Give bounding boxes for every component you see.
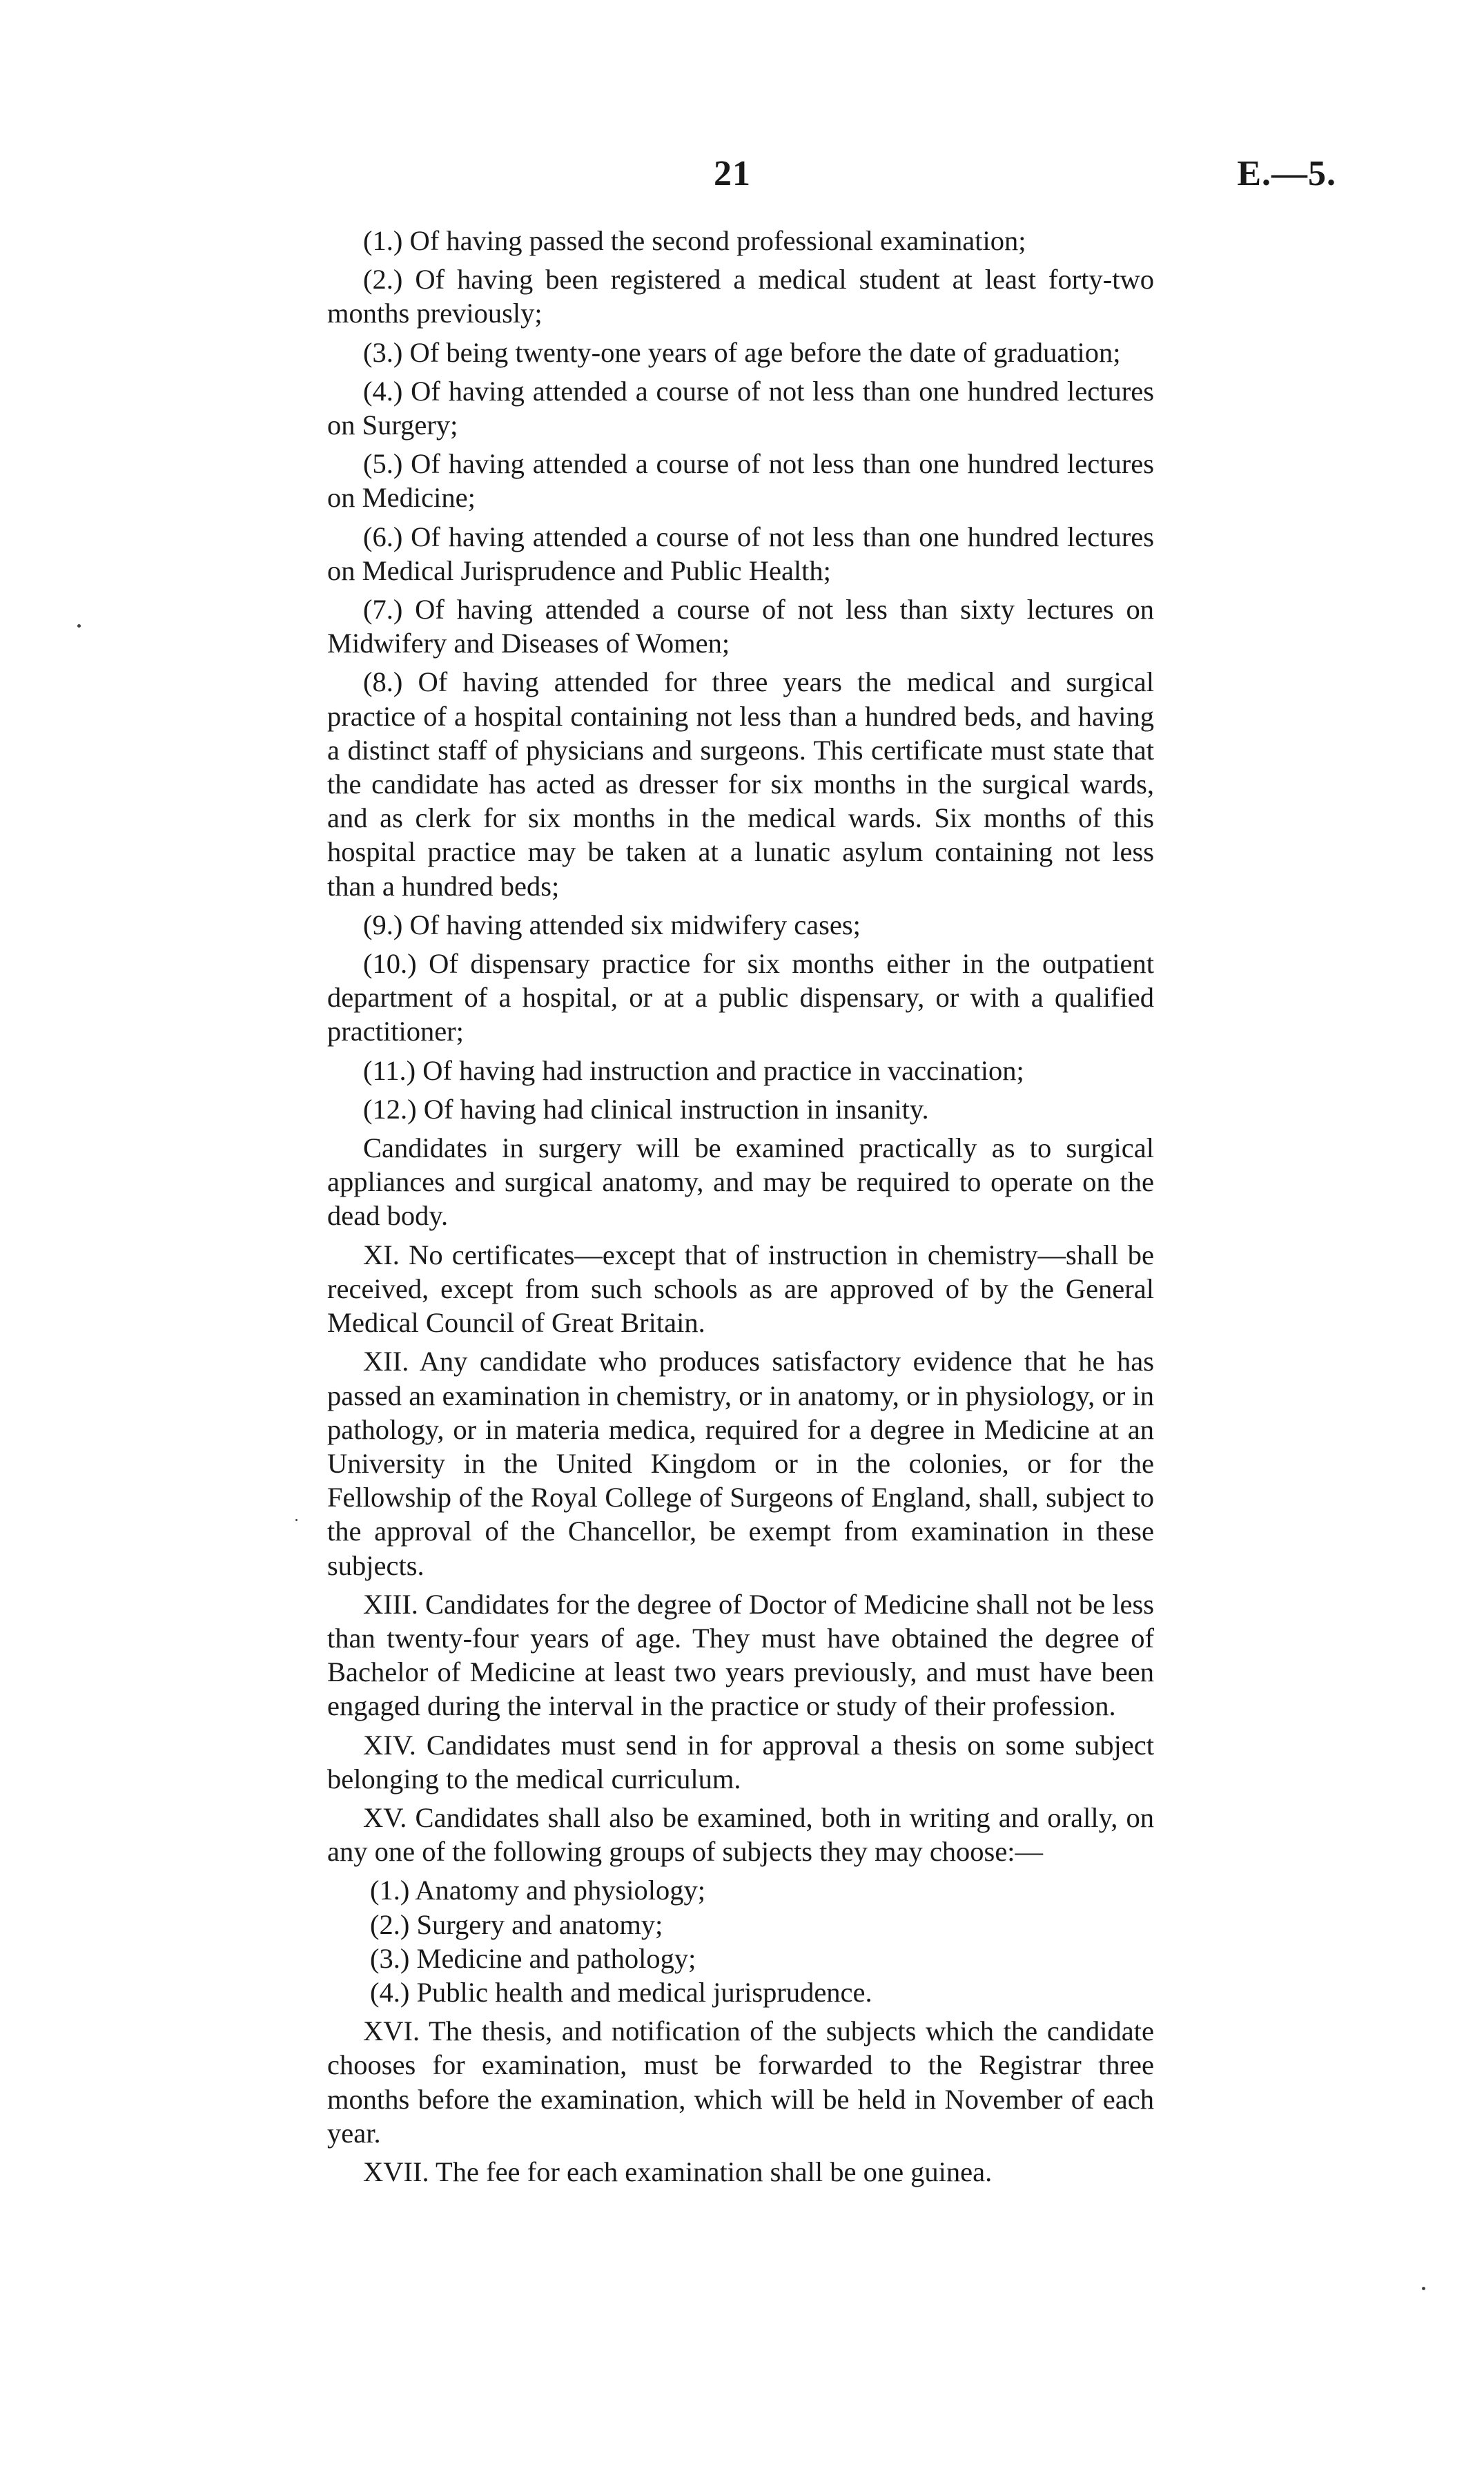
- paragraph: XII. Any candidate who produces satisfactory evidence that he has passed an examination in chemistry, or in anatomy, or in physiology, or in pathology, or in materia medica, required for a degree in Medicine at an University in the United Kingdom or in the colonies, or for the Fellowship of the Royal College of Surgeons of England, shall, subject to the approval of the Chancellor, be exempt from examination in these subjects.: [327, 1346, 1154, 1581]
- subject-group-item: (1.) Anatomy and physiology;: [370, 1875, 705, 1906]
- paragraph: (2.) Of having been registered a medical student at least forty-two months previously;: [327, 264, 1154, 329]
- scan-speck: [1422, 2287, 1425, 2290]
- scan-speck: [295, 1519, 297, 1521]
- subject-group-item: (2.) Surgery and anatomy;: [370, 1908, 663, 1940]
- paragraph: XIII. Candidates for the degree of Doctor of Medicine shall not be less than twenty-four years of age. They must have obtained the degree of Bachelor of Medicine at least two years previously, and must have been engaged during the interval in the practice or study of their profession.: [327, 1588, 1155, 1722]
- paragraph: (11.) Of having had instruction and practice in vaccination;: [363, 1054, 1024, 1086]
- body-text: [327, 224, 1154, 2194]
- paragraph: XVII. The fee for each examination shall be one guinea.: [363, 2156, 993, 2187]
- paragraph: (3.) Of being twenty-one years of age before the date of graduation;: [363, 336, 1121, 368]
- paragraph: (6.) Of having attended a course of not less than one hundred lectures on Medical Jurisprudence and Public Health;: [327, 521, 1154, 586]
- paragraph: (1.) Of having passed the second professional examination;: [363, 225, 1026, 256]
- paragraph: XVI. The thesis, and notification of the subjects which the candidate chooses for examination, must be forwarded to the Registrar three months before the examination, which will be held in November of each year.: [327, 2015, 1154, 2149]
- paragraph: (8.) Of having attended for three years the medical and surgical practice of a hospital containing not less than a hundred beds, and having a distinct staff of physicians and surgeons. This certificate must state that the candidate has acted as dresser for six months in the surgical wards, and as clerk for six months in the medical wards. Six months of this hospital practice may be taken at a lunatic asylum containing not less than a hundred beds;: [327, 666, 1154, 902]
- paragraph: (9.) Of having attended six midwifery cases;: [363, 909, 861, 940]
- paragraph: (4.) Of having attended a course of not less than one hundred lectures on Surgery;: [327, 375, 1154, 441]
- paragraph: (5.) Of having attended a course of not less than one hundred lectures on Medicine;: [327, 448, 1154, 514]
- scan-speck: [77, 624, 81, 628]
- paragraph: XI. No certificates—except that of instruction in chemistry—shall be received, except from such schools as are approved of by the General Medical Council of Great Britain.: [327, 1239, 1154, 1339]
- paragraph: Candidates in surgery will be examined practically as to surgical appliances and surgical anatomy, and may be required to operate on the dead body.: [327, 1132, 1154, 1232]
- paragraph: XIV. Candidates must send in for approval a thesis on some subject belonging to the medical curriculum.: [327, 1729, 1154, 1794]
- paragraph: XV. Candidates shall also be examined, both in writing and orally, on any one of the following groups of subjects they may choose:—: [327, 1801, 1154, 1868]
- page-number: 21: [714, 154, 751, 193]
- paragraph: (7.) Of having attended a course of not less than sixty lectures on Midwifery and Diseases of Women;: [327, 594, 1154, 659]
- subject-group-item: (3.) Medicine and pathology;: [370, 1942, 696, 1974]
- subject-group-item: (4.) Public health and medical jurisprudence.: [370, 1976, 872, 2008]
- paragraph: (10.) Of dispensary practice for six months either in the outpatient department of a hospital, or at a public dispensary, or with a qualified practitioner;: [327, 948, 1154, 1047]
- document-code: E.—5.: [1237, 154, 1336, 193]
- paragraph: (12.) Of having had clinical instruction in insanity.: [363, 1093, 929, 1125]
